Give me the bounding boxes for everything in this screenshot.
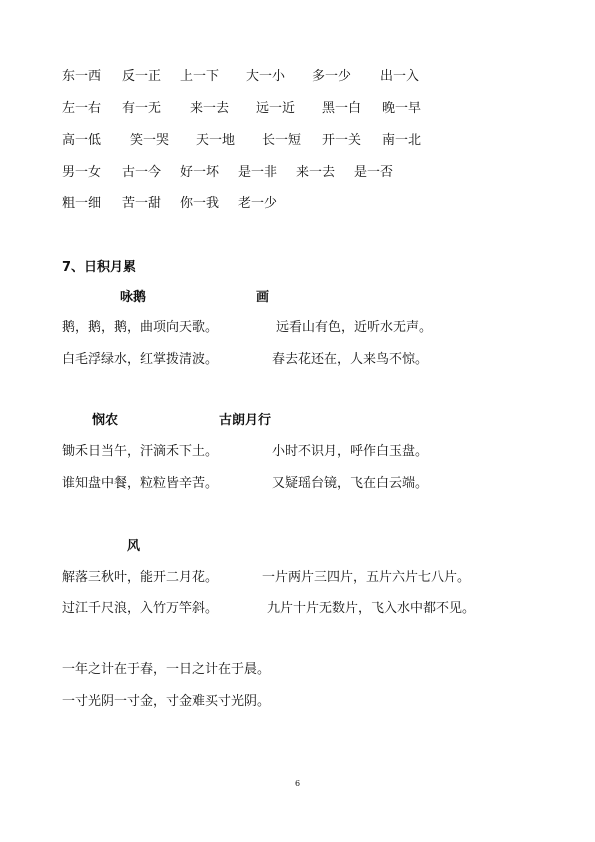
antonym-pair: 上一下: [180, 69, 220, 84]
antonym-pair: 男一女: [62, 165, 102, 180]
antonym-pair: 苦一甜: [122, 196, 162, 211]
antonym-pair: 晚一早: [382, 101, 422, 116]
poem-line: 九片十片无数片，飞入水中都不见。: [267, 601, 476, 616]
antonym-pair: 有一无: [122, 101, 162, 116]
page-number: 6: [294, 779, 301, 788]
poem-line: 又疑瑶台镜，飞在白云端。: [272, 476, 429, 491]
proverb-line: 一寸光阴一寸金，寸金难买寸光阴。: [62, 694, 271, 709]
poem-line: 白毛浮绿水，红掌拨清波。: [62, 352, 219, 367]
antonym-pair: 古一今: [122, 165, 162, 180]
antonym-pair: 是一否: [354, 165, 394, 180]
poem-line: 锄禾日当午，汗滴禾下土。: [62, 444, 219, 459]
antonym-pair: 粗一细: [62, 196, 102, 211]
antonym-pair: 来一去: [296, 165, 336, 180]
antonym-pair: 你一我: [180, 196, 220, 211]
antonym-pair: 黑一白: [322, 101, 362, 116]
antonym-pair: 是一非: [238, 165, 278, 180]
antonym-pair: 好一坏: [180, 165, 220, 180]
antonym-pair: 左一右: [62, 101, 102, 116]
antonym-pair: 南一北: [382, 133, 422, 148]
antonym-pair: 多一少: [312, 69, 352, 84]
antonym-pair: 高一低: [62, 133, 102, 148]
antonym-pair: 出一入: [380, 69, 420, 84]
poem-line: 鹅，鹅，鹅，曲项向天歌。: [62, 320, 219, 335]
antonym-pair: 来一去: [190, 101, 230, 116]
antonym-pair: 老一少: [238, 196, 278, 211]
antonym-pair: 东一西: [62, 69, 102, 84]
poem-line: 谁知盘中餐，粒粒皆辛苦。: [62, 476, 219, 491]
proverb-line: 一年之计在于春，一日之计在于晨。: [62, 662, 271, 677]
poem-line: 远看山有色，近听水无声。: [276, 320, 433, 335]
poem-title: 咏鹅: [120, 290, 147, 305]
poem-title: 画: [256, 290, 270, 305]
antonym-pair: 天一地: [196, 133, 236, 148]
section-heading: 7、日积月累: [62, 260, 137, 275]
poem-line: 过江千尺浪，入竹万竿斜。: [62, 601, 219, 616]
poem-line: 一片两片三四片，五片六片七八片。: [262, 570, 471, 585]
antonym-pair: 笑一哭: [130, 133, 170, 148]
poem-line: 小时不识月，呼作白玉盘。: [272, 444, 429, 459]
poem-title: 风: [127, 539, 141, 554]
poem-line: 解落三秋叶，能开二月花。: [62, 570, 219, 585]
antonym-pair: 长一短: [262, 133, 302, 148]
poem-title: 悯农: [92, 413, 119, 428]
poem-title: 古朗月行: [219, 413, 272, 428]
antonym-pair: 开一关: [322, 133, 362, 148]
poem-line: 春去花还在，人来鸟不惊。: [272, 352, 429, 367]
antonym-pair: 远一近: [256, 101, 296, 116]
antonym-pair: 反一正: [122, 69, 162, 84]
antonym-pair: 大一小: [246, 69, 286, 84]
